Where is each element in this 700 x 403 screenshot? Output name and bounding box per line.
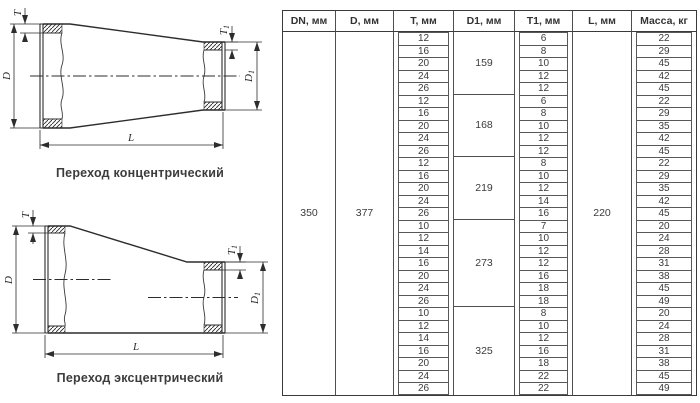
- mass-value: 29: [636, 45, 692, 58]
- dimension-label-d: D: [3, 276, 15, 284]
- mass-value: 29: [636, 107, 692, 120]
- t1-value: 12: [519, 145, 568, 158]
- t1-value: 18: [519, 357, 568, 370]
- dimension-L: [40, 112, 223, 149]
- mass-value: 38: [636, 357, 692, 370]
- header-t: T, мм: [394, 11, 454, 32]
- t1-value: 16: [519, 345, 568, 358]
- column-t: [394, 32, 454, 395]
- d1-value: 273: [454, 220, 514, 308]
- header-dn: DN, мм: [283, 11, 336, 32]
- dimension-L: [45, 335, 223, 358]
- t-value: 10: [398, 307, 449, 320]
- t1-value: 22: [519, 370, 568, 383]
- t-value: 20: [398, 57, 449, 70]
- t-value: 12: [398, 32, 449, 45]
- mass-value: 20: [636, 220, 692, 233]
- mass-value: 20: [636, 307, 692, 320]
- dimension-label-t1: T1: [226, 244, 239, 256]
- mass-value: 42: [636, 195, 692, 208]
- mass-value: 35: [636, 182, 692, 195]
- t1-value: 12: [519, 70, 568, 83]
- mass-value: 22: [636, 32, 692, 45]
- column-d1: [454, 32, 515, 395]
- t-value: 16: [398, 107, 449, 120]
- dn-value: 350: [300, 207, 318, 220]
- t-value: 26: [398, 207, 449, 220]
- header-d: D, мм: [336, 11, 394, 32]
- mass-value: 45: [636, 145, 692, 158]
- d1-value: 219: [454, 157, 514, 220]
- t-value: 12: [398, 95, 449, 108]
- dimension-label-t: T: [20, 211, 32, 219]
- t-value: 16: [398, 45, 449, 58]
- mass-value: 24: [636, 232, 692, 245]
- t-value: 16: [398, 170, 449, 183]
- d-value: 377: [355, 207, 374, 220]
- column-t1: [515, 32, 573, 395]
- column-dn: [283, 32, 336, 395]
- mass-value: 22: [636, 95, 692, 108]
- t-value: 20: [398, 182, 449, 195]
- t1-value: 10: [519, 170, 568, 183]
- t1-value: 12: [519, 257, 568, 270]
- t-value: 12: [398, 157, 449, 170]
- dimension-label-d1: D1: [249, 292, 262, 304]
- dimension-label-d: D: [1, 72, 13, 80]
- column-l: [573, 32, 632, 395]
- t1-value: 10: [519, 120, 568, 133]
- t1-value: 6: [519, 95, 568, 108]
- d1-value: 168: [454, 95, 514, 158]
- t-value: 24: [398, 282, 449, 295]
- t-value: 16: [398, 257, 449, 270]
- t1-value: 8: [519, 307, 568, 320]
- t1-value: 12: [519, 245, 568, 258]
- t-value: 26: [398, 145, 449, 158]
- t-value: 14: [398, 245, 449, 258]
- t1-value: 16: [519, 207, 568, 220]
- mass-value: 35: [636, 120, 692, 133]
- t-value: 14: [398, 332, 449, 345]
- t1-value: 12: [519, 182, 568, 195]
- header-mass: Масса, кг: [632, 11, 696, 32]
- mass-value: 24: [636, 320, 692, 333]
- mass-value: 45: [636, 57, 692, 70]
- t-value: 24: [398, 70, 449, 83]
- dimension-T: [12, 8, 43, 42]
- dimension-T: [20, 210, 48, 244]
- mass-value: 45: [636, 370, 692, 383]
- caption-eccentric: Переход эксцентрический: [56, 371, 224, 385]
- dimension-D1: [225, 262, 268, 333]
- t1-value: 10: [519, 320, 568, 333]
- t-value: 16: [398, 345, 449, 358]
- t1-value: 6: [519, 32, 568, 45]
- t1-value: 8: [519, 157, 568, 170]
- wall-hatching: [48, 226, 222, 333]
- caption-concentric: Переход концентрический: [55, 166, 224, 180]
- mass-value: 45: [636, 207, 692, 220]
- mass-value: 42: [636, 132, 692, 145]
- dimension-label-d1: D1: [243, 70, 256, 82]
- t-value: 24: [398, 132, 449, 145]
- mass-value: 31: [636, 257, 692, 270]
- mass-value: 31: [636, 345, 692, 358]
- mass-value: 49: [636, 382, 692, 395]
- t1-value: 18: [519, 295, 568, 308]
- column-mass: [632, 32, 696, 395]
- mass-value: 45: [636, 82, 692, 95]
- header-l: L, мм: [573, 11, 632, 32]
- header-t1: T1, мм: [515, 11, 573, 32]
- t-value: 26: [398, 295, 449, 308]
- t-value: 20: [398, 270, 449, 283]
- t1-value: 8: [519, 45, 568, 58]
- mass-value: 38: [636, 270, 692, 283]
- t1-value: 16: [519, 270, 568, 283]
- dimension-label-l: L: [132, 341, 140, 353]
- t-value: 12: [398, 232, 449, 245]
- d1-value: 159: [454, 32, 514, 95]
- mass-value: 29: [636, 170, 692, 183]
- t-value: 24: [398, 195, 449, 208]
- t-value: 20: [398, 120, 449, 133]
- column-d: [336, 32, 394, 395]
- t1-value: 14: [519, 195, 568, 208]
- dimensions-table: [282, 10, 697, 396]
- t1-value: 12: [519, 332, 568, 345]
- t1-value: 12: [519, 82, 568, 95]
- d1-value: 325: [475, 344, 493, 357]
- t-value: 20: [398, 357, 449, 370]
- t-value: 24: [398, 370, 449, 383]
- mass-value: 28: [636, 332, 692, 345]
- header-d1: D1, мм: [454, 11, 515, 32]
- mass-value: 45: [636, 282, 692, 295]
- t1-value: 10: [519, 57, 568, 70]
- t1-value: 22: [519, 382, 568, 395]
- dimension-label-t: T: [12, 9, 24, 17]
- t1-value: 12: [519, 132, 568, 145]
- mass-value: 49: [636, 295, 692, 308]
- t1-value: 7: [519, 220, 568, 233]
- t-value: 26: [398, 382, 449, 395]
- mass-value: 22: [636, 157, 692, 170]
- mass-value: 42: [636, 70, 692, 83]
- t-value: 10: [398, 220, 449, 233]
- t-value: 26: [398, 82, 449, 95]
- t-value: 12: [398, 320, 449, 333]
- t1-value: 8: [519, 107, 568, 120]
- l-value: 220: [593, 207, 611, 220]
- t1-value: 18: [519, 282, 568, 295]
- t1-value: 10: [519, 232, 568, 245]
- mass-value: 28: [636, 245, 692, 258]
- dimension-label-l: L: [127, 132, 135, 144]
- dimension-label-t1: T1: [218, 24, 231, 36]
